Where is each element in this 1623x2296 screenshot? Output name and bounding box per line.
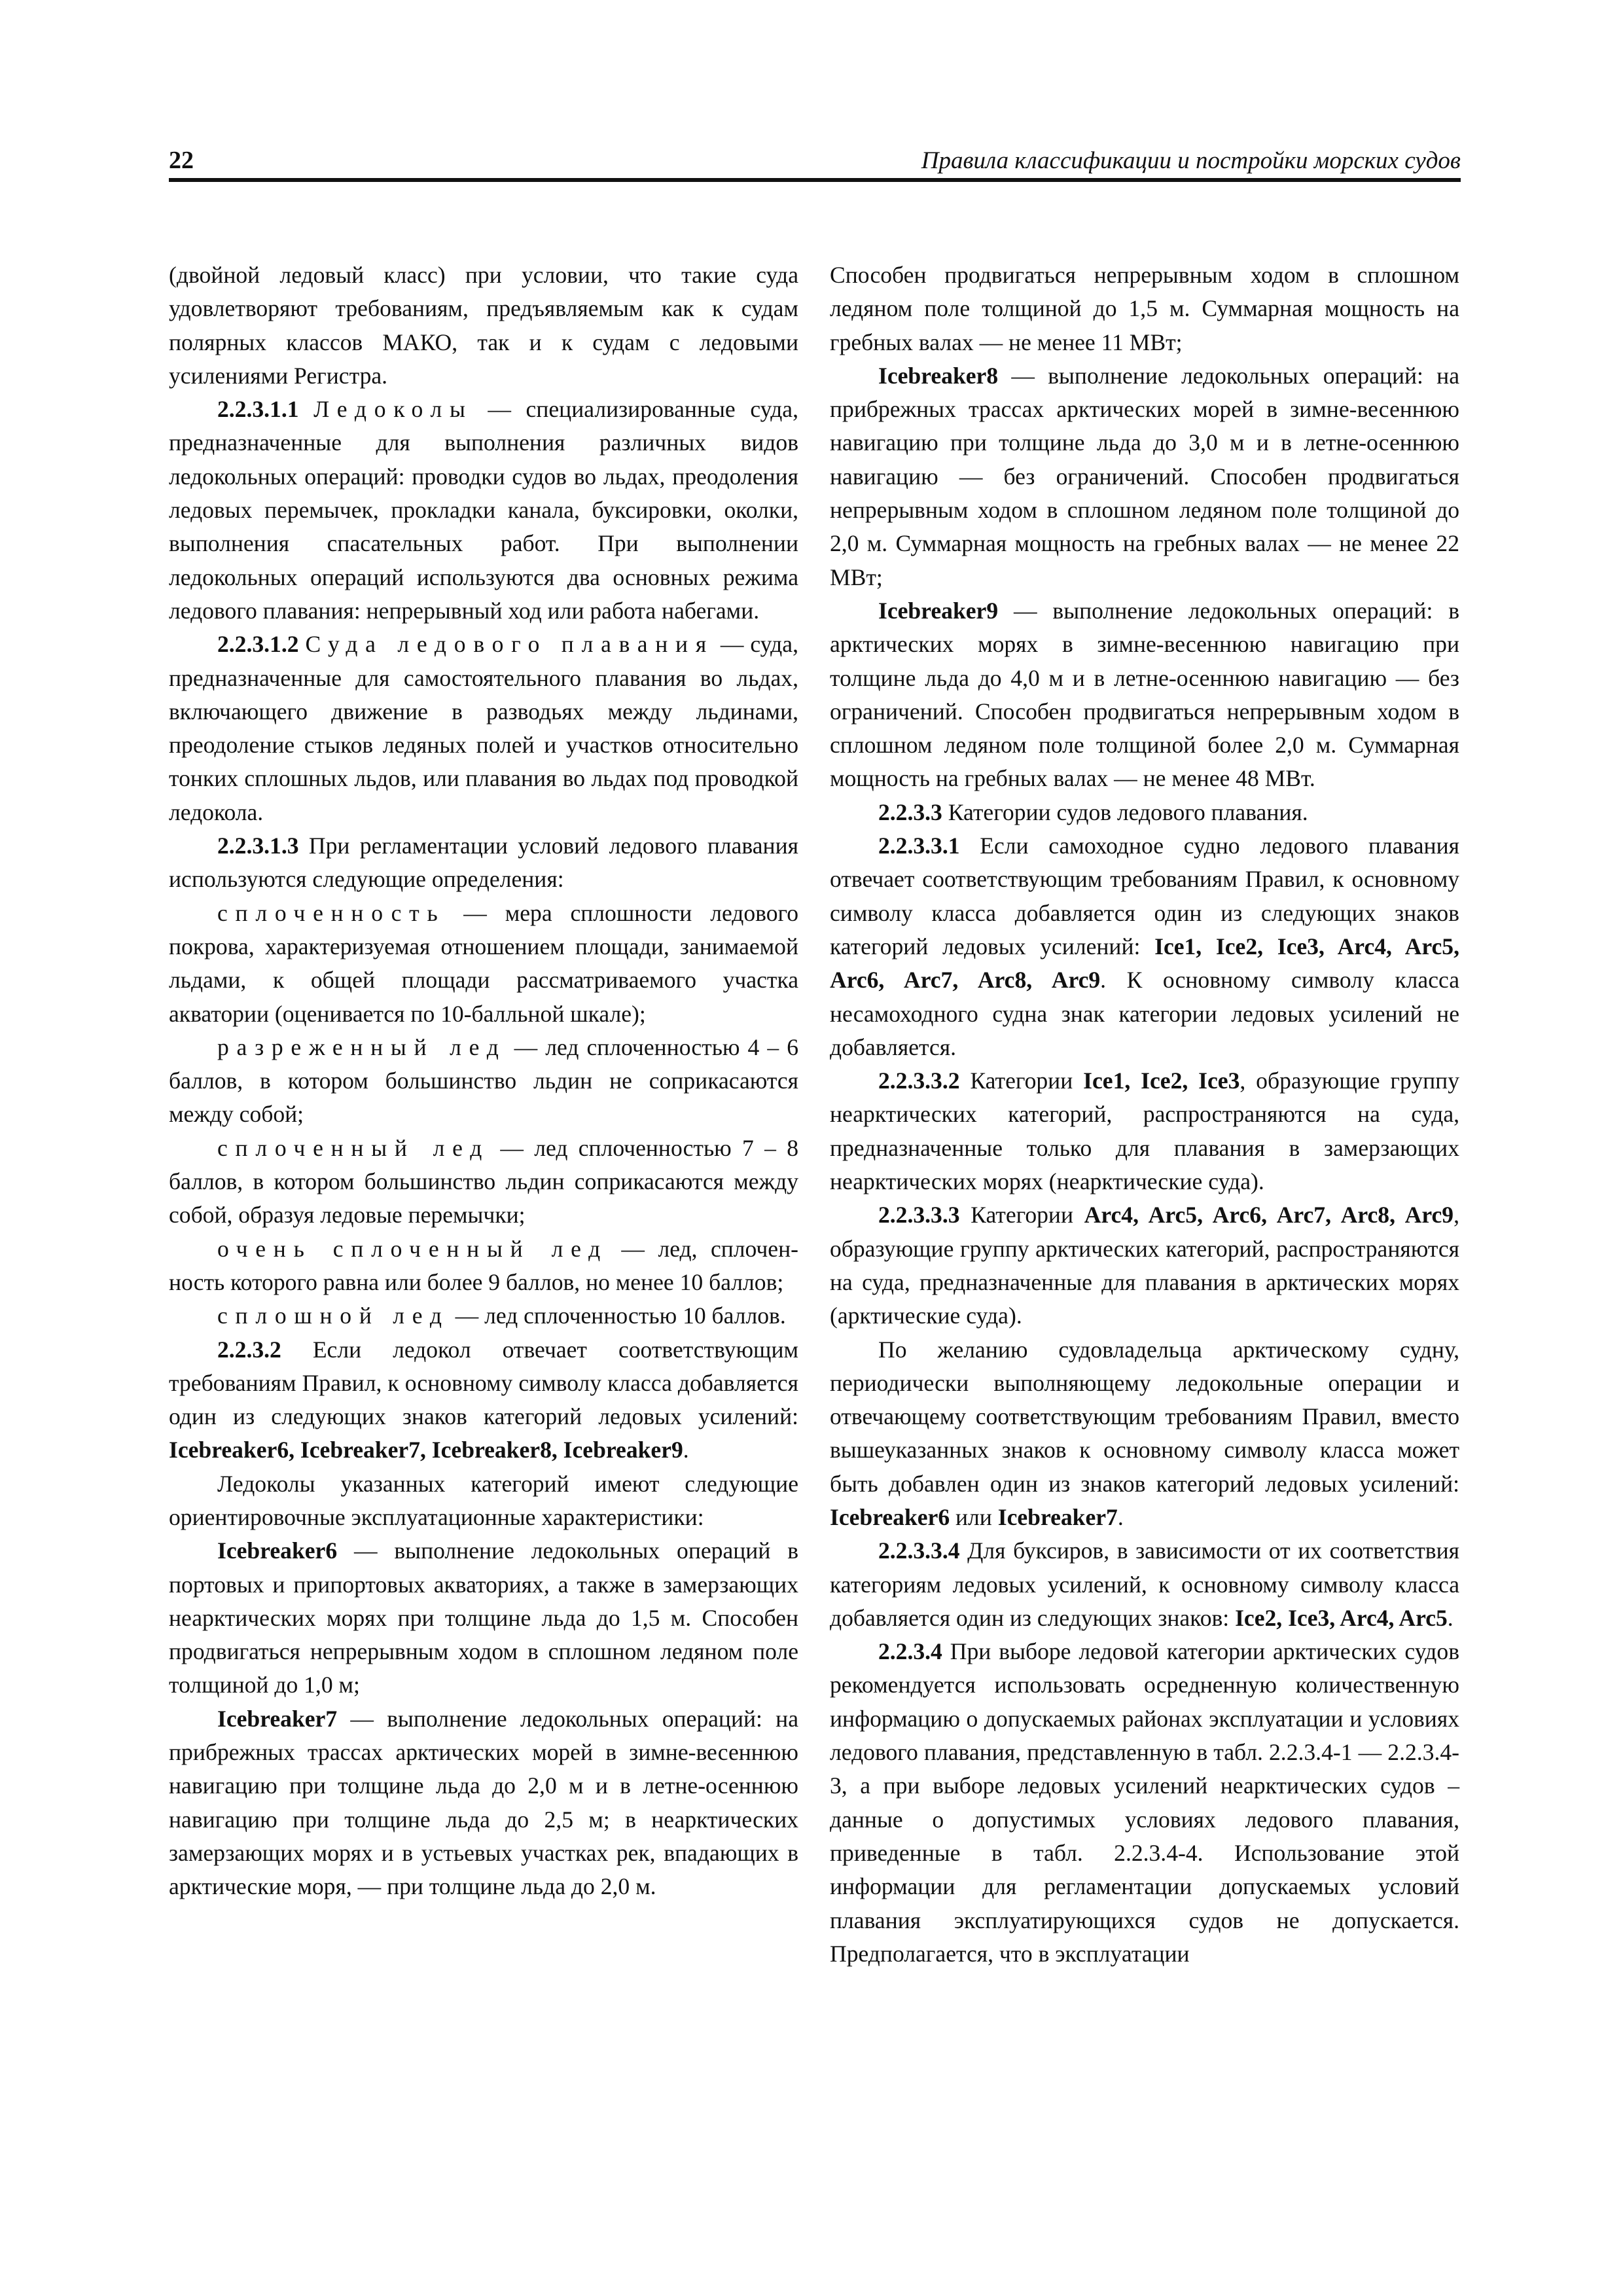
running-title: Правила классификации и постройки морских судов [921,147,1461,174]
class-mark: Icebreaker7 [997,1503,1118,1530]
term: сплошной лед [217,1302,450,1329]
clause-number: 2.2.3.1.3 [217,833,299,859]
class-mark: Icebreaker6 [830,1503,950,1530]
clause-number: 2.2.3.1.2 [217,631,299,658]
clause-number: 2.2.3.3.4 [878,1537,960,1564]
paragraph: 2.2.3.1.2 Суда ледового плавания — суда, предназначенные для самостоятельного плавания во льдах, включающего движение в разводьях между льдинами, преодоление стыков ледяных полей и участков относительно тонких сплошных льдов, или плавания во льдах под проводкой ледокола. [169,631,798,825]
class-mark: Icebreaker7 [217,1705,338,1732]
paragraph: 2.2.3.3.1 Если самоходное судно ледового плавания отвечает соответствующим требованиям Правил, к основному символу класса добавляется один из следующих знаков категорий ледовых усилений: Ice1, Ice2, Ice3, Arc4, Arc5, Arc6, Arc7, Arc8, Arc9. К основному символу класса несамоходного судна знак категории ледовых усилений не добавляется. [830,833,1459,1060]
right-column [830,259,1459,1971]
paragraph: Icebreaker8 — выполнение ледокольных операций: на прибрежных трассах арктических морей в зимне-весеннюю навигацию при толщине льда до 3,0 м и в летне-осеннюю навигацию — без ограничений. Способен продвигаться непрерывным ходом в сплошном ледяном поле толщиной до 2,0 м. Суммарная мощность на гребных валах — не менее 22 МВт; [830,362,1459,590]
term: Суда ледового плавания [305,631,714,658]
class-marks: Icebreaker6, Icebreaker7, Icebreaker8, Icebreaker9 [169,1437,683,1463]
paragraph: 2.2.3.2 Если ледокол отвечает соответствующим требованиям Правил, к основному символу класса добавляется один из следующих знаков категорий ледовых усилений: Icebreaker6, Icebreaker7, Icebreaker8, Icebreaker9. [169,1336,798,1463]
paragraph: Способен продвигаться непрерывным ходом в сплошном ледяном поле толщиной до 1,5 м. Суммарная мощность на гребных валах — не менее 11 МВт; [830,262,1459,355]
paragraph: 2.2.3.3.4 Для буксиров, в зависимости от их соответствия категориям ледовых усилений, к основному символу класса добавляется один из следующих знаков: Ice2, Ice3, Arc4, Arc5. [830,1537,1459,1631]
paragraph: Icebreaker6 — выполнение ледокольных операций в портовых и припортовых акваториях, а также в замерзающих неарктических морях при толщине льда до 1,5 м. Способен продвигаться непрерывным ходом в сплошном ледяном поле толщиной до 1,0 м; [169,1537,798,1698]
paragraph: 2.2.3.3 Категории судов ледового плавания. [878,798,1308,825]
term: очень сплоченный лед [217,1235,608,1262]
class-marks: Ice1, Ice2, Ice3, Arc4, Arc5, Arc6, Arc7, Arc8, Arc9 [830,933,1459,994]
term: разреженный лед [217,1033,507,1060]
paragraph: По желанию судовладельца арктическому судну, периодически выполняющему ледокольные операции и отвечающему соответствующим требованиям Правил, вместо вышеуказанных знаков к основному символу класса может быть добавлен один из знаков категорий ледовых усилений: Icebreaker6 или Icebreaker7. [830,1336,1459,1530]
class-mark: Icebreaker8 [878,362,999,389]
class-marks: Ice2, Ice3, Arc4, Arc5 [1235,1604,1448,1631]
clause-number: 2.2.3.3 [878,798,942,825]
paragraph: 2.2.3.1.1 Ледоколы — специализированные суда, предназначенные для выполнения различных видов ледокольных операций: проводки судов во льдах, преодоления ледовых перемычек, прокладки канала, буксировки, околки, выполнения спасательных работ. При выполнении ледокольных операций используются два основных режима ледового плавания: непрерывный ход или работа набегами. [169,396,798,624]
clause-number: 2.2.3.3.2 [878,1067,960,1094]
class-marks: Ice1, Ice2, Ice3 [1083,1067,1240,1094]
paragraph: 2.2.3.3.2 Категории Ice1, Ice2, Ice3, образующие группу неарктических категорий, распространяются на суда, предназначенные только для плавания в замерзающих неарктических морях (неарктические суда). [830,1067,1460,1195]
clause-number: 2.2.3.2 [217,1336,281,1363]
left-column [169,259,798,1904]
page-number: 22 [169,147,194,174]
paragraph: 2.2.3.3.3 Категории Arc4, Arc5, Arc6, Arc7, Arc8, Arc9, образующие группу арктических категорий, распространяются на суда, предназначенные для плавания в арктических морях (арктические суда). [830,1202,1459,1329]
definition: разреженный лед — лед сплоченностью 4 – 6 баллов, в котором большинство льдин не соприкасаются между собой; [169,1033,799,1128]
class-mark: Icebreaker6 [217,1537,338,1564]
definition: очень сплоченный лед — лед, сплоченность которого равна или более 9 баллов, но менее 10 баллов; [169,1235,798,1295]
header-rule [169,178,1461,182]
class-mark: Icebreaker9 [878,597,999,624]
paragraph: Ледоколы указанных категорий имеют следующие ориентировочные эксплуатационные характеристики: [169,1470,798,1530]
term: сплоченный лед [217,1134,490,1161]
paragraph: 2.2.3.4 При выборе ледовой категории арктических судов рекомендуется использовать осредненную количественную информацию о допускаемых районах эксплуатации и условиях ледового плавания, представленную в табл. 2.2.3.4-1 — 2.2.3.4-3, а при выборе ледовых усилений неарктических судов – данные о допустимых условиях ледового плавания, приведенные в табл. 2.2.3.4-4. Использование этой информации для регламентации допускаемых условий плавания эксплуатирующихся судов не допускается. Предполагается, что в эксплуатации [830,1638,1459,1967]
paragraph: Icebreaker9 — выполнение ледокольных операций: в арктических морях в зимне-весеннюю навигацию при толщине льда до 4,0 м и в летне-осеннюю навигацию — без ограничений. Способен продвигаться непрерывным ходом в сплошном ледяном поле толщиной более 2,0 м. Суммарная мощность на гребных валах — не менее 48 МВт. [830,597,1459,792]
class-marks: Arc4, Arc5, Arc6, Arc7, Arc8, Arc9 [1084,1202,1454,1229]
definition: сплошной лед — лед сплоченностью 10 баллов. [217,1302,786,1329]
paragraph: (двойной ледовый класс) при условии, что такие суда удовлетворяют требованиям, предъявляемым как к судам полярных классов МАКО, так и к судам с ледовыми усилениями Регистра. [169,262,798,389]
page-header [169,141,1461,180]
clause-number: 2.2.3.3.3 [878,1202,960,1229]
definition: сплоченность — мера сплошности ледового покрова, характеризуемая отношением площади, занимаемой льдами, к общей площади рассматриваемого участка акватории (оценивается по 10-балльной шкале); [169,899,798,1027]
clause-number: 2.2.3.3.1 [878,833,960,859]
term: сплоченность [217,899,446,926]
definition: сплоченный лед — лед сплоченностью 7 – 8 баллов, в котором большинство льдин соприкасаются между собой, образуя ледовые перемычки; [169,1134,798,1229]
term: Ледоколы [313,396,473,423]
clause-number: 2.2.3.1.1 [217,396,299,423]
paragraph: Icebreaker7 — выполнение ледокольных операций: на прибрежных трассах арктических морей в зимне-весеннюю навигацию при толщине льда до 2,0 м и в летне-осеннюю навигацию при толщине льда до 2,5 м; в неарктических замерзающих морях и в устьевых участках рек, впадающих в арктические моря, — при толщине льда до 2,0 м. [169,1705,798,1900]
clause-number: 2.2.3.4 [878,1638,942,1665]
paragraph: 2.2.3.1.3 При регламентации условий ледового плавания используются следующие определения: [169,833,798,893]
